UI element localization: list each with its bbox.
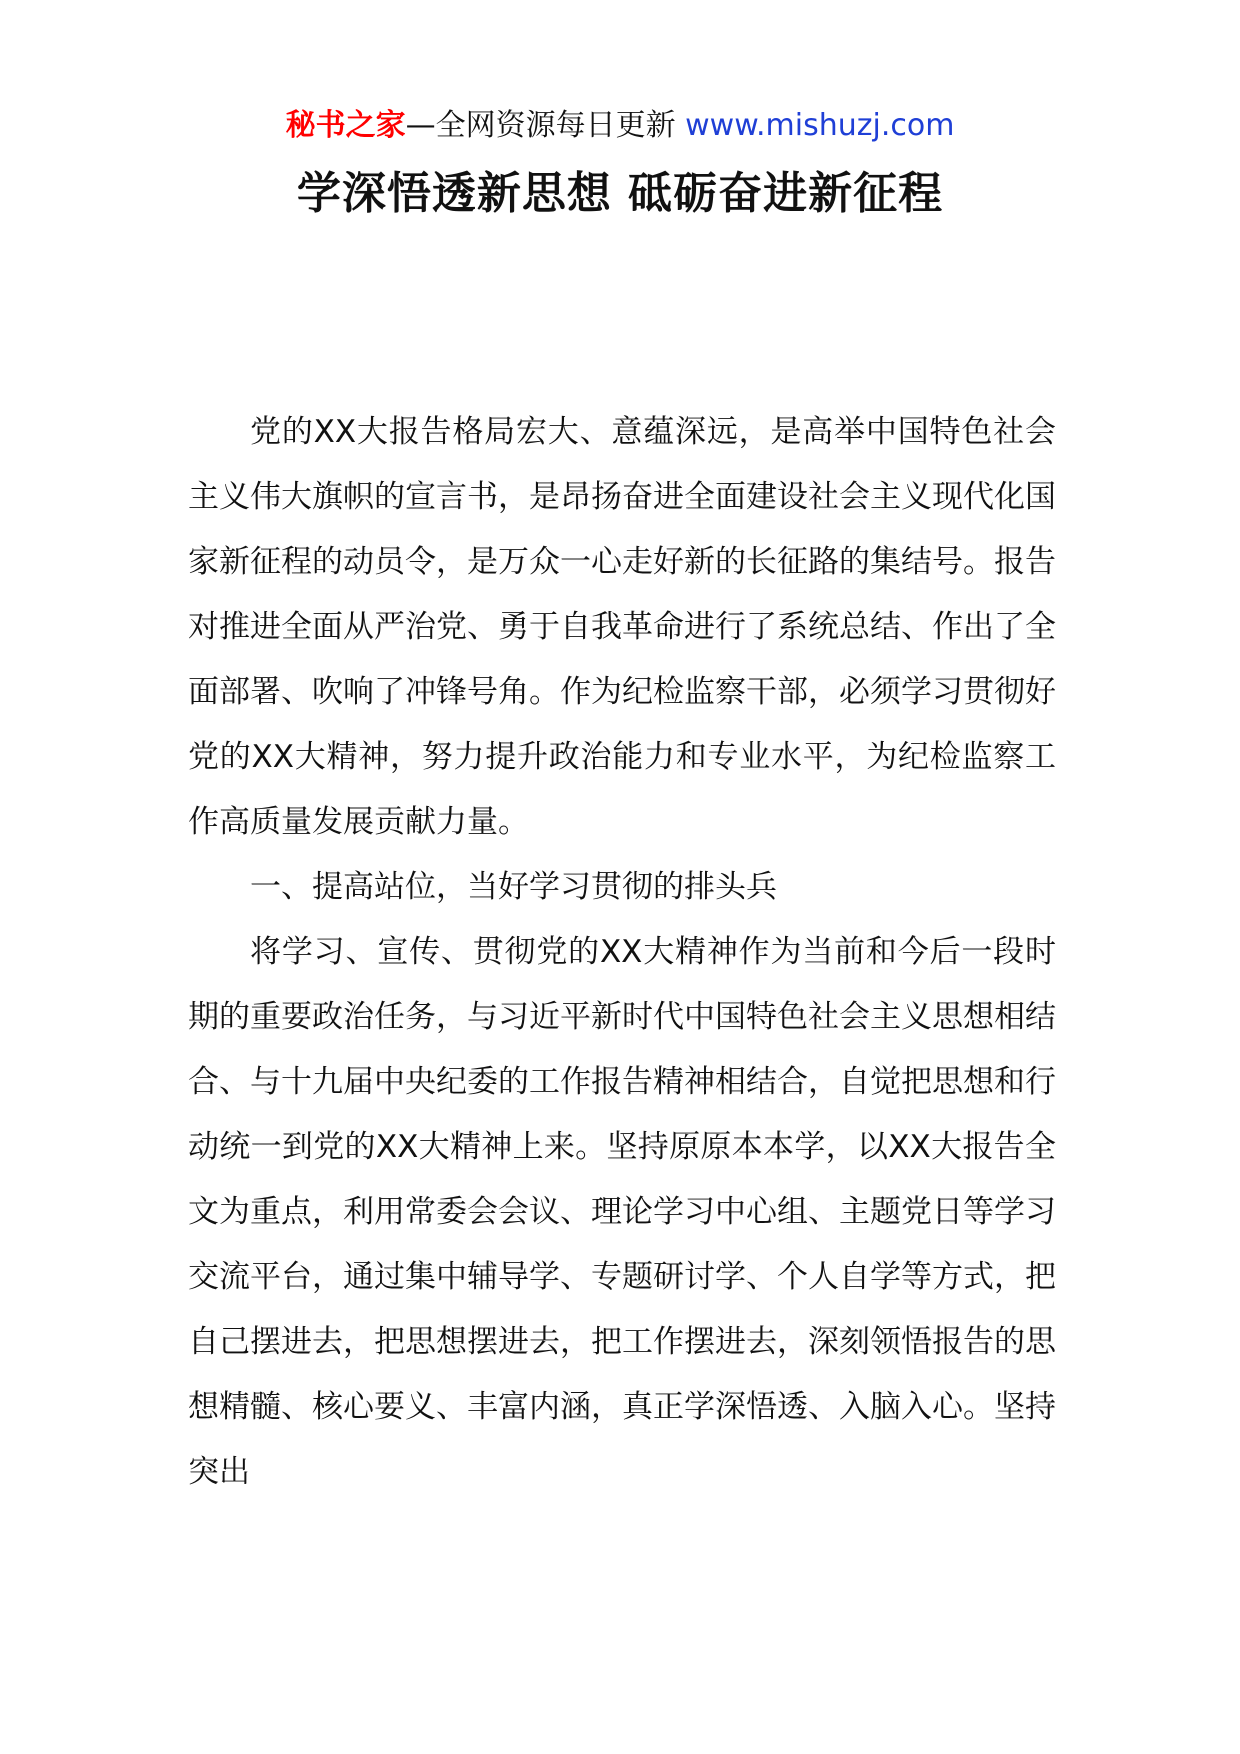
document-body	[188, 400, 1056, 1505]
site-brand: 秘书之家	[285, 108, 406, 143]
section-heading-1: 一、提高站位，当好学习贯彻的排头兵	[250, 869, 777, 905]
paragraph-section-1: 将学习、宣传、贯彻党的XX大精神作为当前和今后一段时期的重要政治任务，与习近平新时代中国特色社会主义思想相结合、与十九届中央纪委的工作报告精神相结合，自觉把思想和行动统一到党的XX大精神上来。坚持原原本本学，以XX大报告全文为重点，利用常委会会议、理论学习中心组、主题党日等学习交流平台，通过集中辅导学、专题研讨学、个人自学等方式，把自己摆进去，把思想摆进去，把工作摆进去，深刻领悟报告的思想精髓、核心要义、丰富内涵，真正学深悟透、入脑入心。坚持突出	[188, 934, 1056, 1490]
site-header	[0, 104, 1240, 148]
paragraph-intro: 党的XX大报告格局宏大、意蕴深远，是高举中国特色社会主义伟大旗帜的宣言书，是昂扬奋进全面建设社会主义现代化国家新征程的动员令，是万众一心走好新的长征路的集结号。报告对推进全面从严治党、勇于自我革命进行了系统总结、作出了全面部署、吹响了冲锋号角。作为纪检监察干部，必须学习贯彻好党的XX大精神，努力提升政治能力和专业水平，为纪检监察工作高质量发展贡献力量。	[188, 414, 1056, 840]
document-title: 学深悟透新思想 砥砺奋进新征程	[296, 168, 944, 219]
site-url-link[interactable]: www.mishuzj.com	[685, 108, 955, 143]
site-tagline: —全网资源每日更新	[405, 108, 676, 143]
